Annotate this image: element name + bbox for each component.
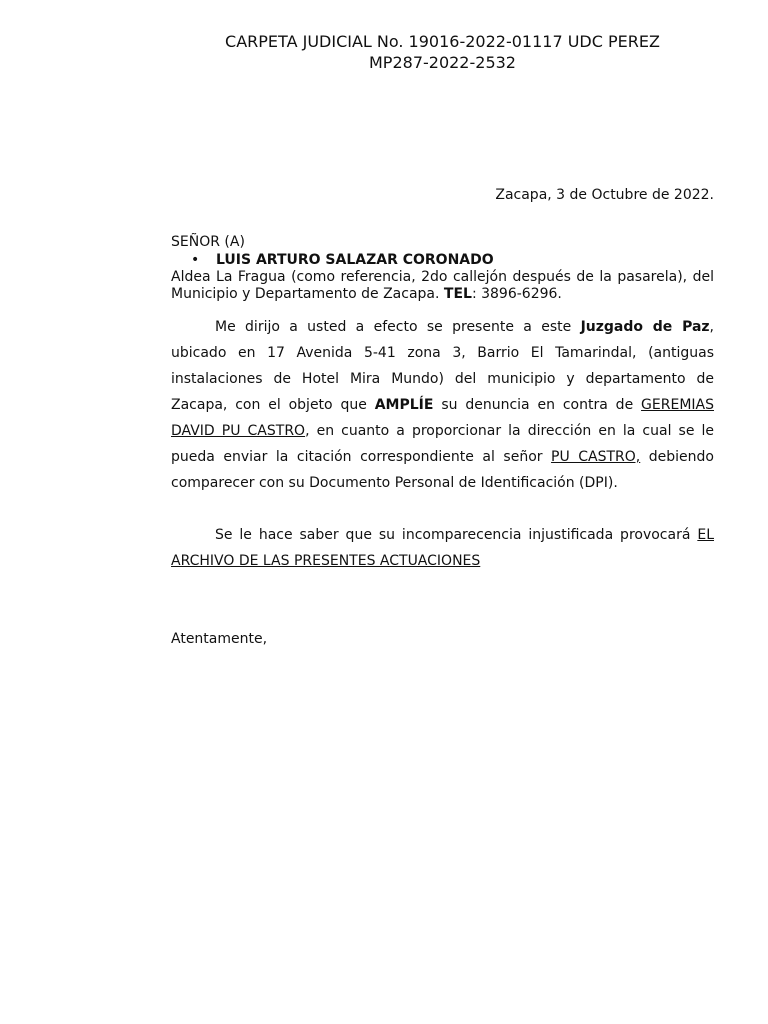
paragraph-summons <box>171 314 714 496</box>
action-word: AMPLÍE <box>374 397 434 413</box>
accused-name: GEREMIAS DAVID PU CASTRO <box>171 397 714 439</box>
closing-line: Atentamente, <box>171 631 268 647</box>
addressee-name-row <box>171 251 714 269</box>
letter-body <box>171 314 714 574</box>
tel-label: TEL <box>443 286 472 302</box>
bullet-icon: • <box>191 252 200 268</box>
addressee-name: LUIS ARTURO SALAZAR CORONADO <box>216 252 494 268</box>
consequence-text: EL ARCHIVO DE LAS PRESENTES ACTUACIONES <box>171 527 714 569</box>
mp-number: MP287-2022-2532 <box>369 53 516 72</box>
tel-value: : 3896-6296. <box>471 286 562 302</box>
case-number: CARPETA JUDICIAL No. 19016-2022-01117 UDC PEREZ <box>225 32 660 51</box>
text-segment: Me dirijo a usted a efecto se presente a este <box>215 319 581 335</box>
text-segment: , ubicado en 17 Avenida 5-41 zona 3, Barrio El Tamarindal, (antiguas instalaciones de Hotel Mira Mundo) del municipio y departamento de Zacapa, con el objeto que <box>171 319 714 413</box>
text-segment: su denuncia en contra de <box>433 397 642 413</box>
addressee-address <box>171 269 714 303</box>
text-segment: debiendo comparecer con su Documento Personal de Identificación (DPI). <box>171 449 714 491</box>
salutation: SEÑOR (A) <box>171 234 245 250</box>
court-name: Juzgado de Paz <box>580 319 710 335</box>
letter-date: Zacapa, 3 de Octubre de 2022. <box>495 187 714 203</box>
case-header <box>171 31 714 73</box>
text-segment: , en cuanto a proporcionar la dirección en la cual se le pueda enviar la citación correspondiente al señor <box>171 423 715 465</box>
text-segment: Se le hace saber que su incomparecencia injustificada provocará <box>215 527 698 543</box>
paragraph-warning <box>171 522 714 574</box>
addressee-block <box>171 233 714 303</box>
accused-surname: PU CASTRO, <box>551 449 641 465</box>
address-text: Aldea La Fragua (como referencia, 2do callejón después de la pasarela), del Municipio y Departamento de Zacapa. <box>171 269 714 302</box>
